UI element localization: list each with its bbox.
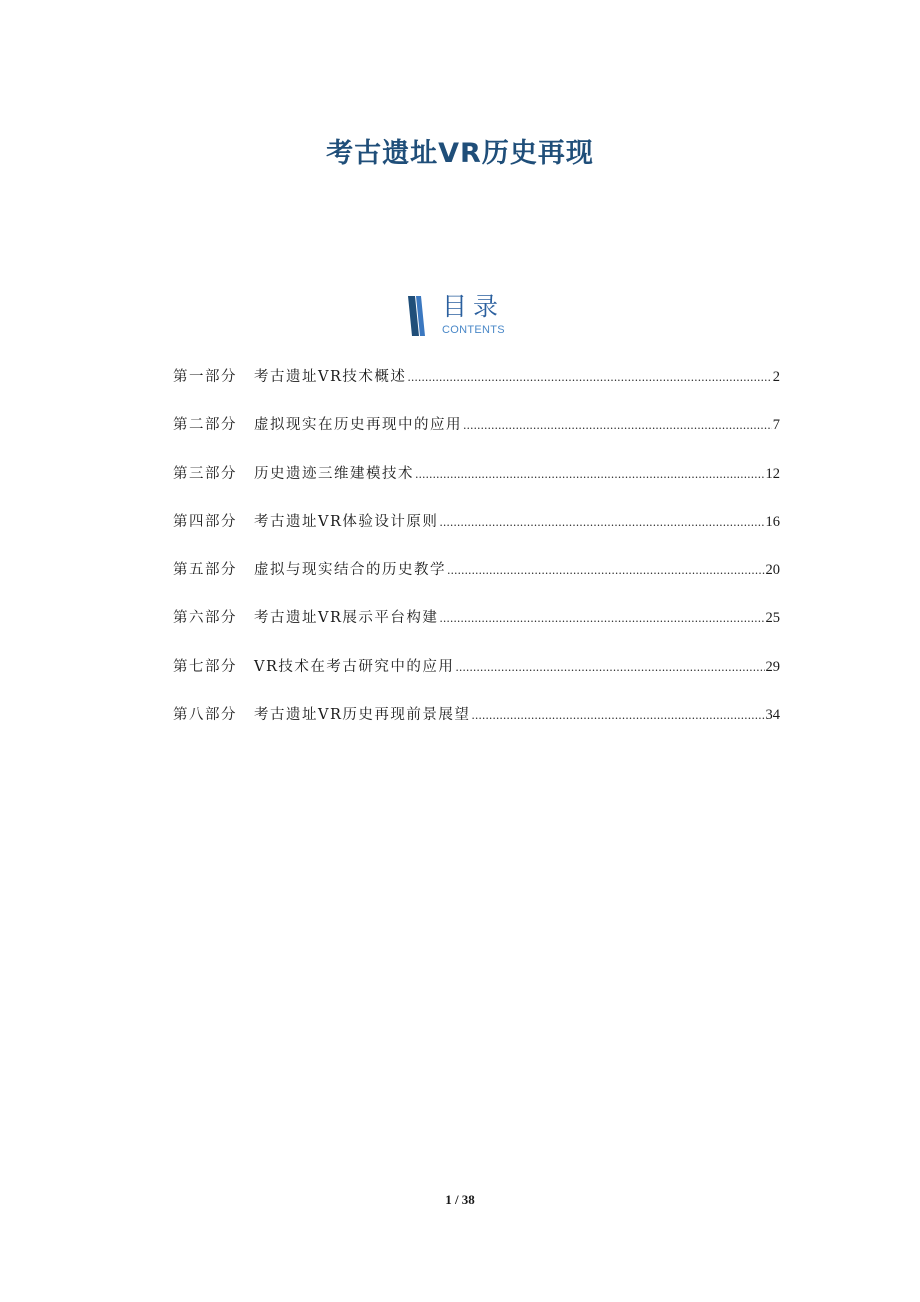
toc-entry-title: VR技术在考古研究中的应用 <box>254 658 455 675</box>
toc-entry-part: 第四部分 <box>173 513 237 530</box>
toc-entry-8[interactable] <box>173 704 780 752</box>
toc-entry-page: 12 <box>765 465 780 482</box>
toc-entry-page: 2 <box>772 369 780 385</box>
toc-header <box>406 294 526 340</box>
toc-entry-2[interactable] <box>173 414 780 462</box>
toc-dot-leader <box>439 608 764 630</box>
toc-entry-part: 第三部分 <box>173 465 237 482</box>
toc-dot-leader <box>455 657 764 679</box>
toc-entry-page: 29 <box>765 658 780 675</box>
toc-entry-page: 16 <box>765 513 780 530</box>
toc-dot-leader <box>439 512 764 534</box>
toc-entry-part: 第一部分 <box>173 369 237 385</box>
document-title: 考古遗址VR历史再现 <box>326 138 594 170</box>
toc-entry-7[interactable] <box>173 656 780 704</box>
toc-list <box>173 366 780 752</box>
toc-entry-part: 第八部分 <box>173 707 237 724</box>
toc-dot-leader <box>447 560 765 582</box>
toc-entry-title: 虚拟现实在历史再现中的应用 <box>254 417 462 434</box>
book-spine-icon <box>406 296 432 336</box>
toc-heading: 目录 <box>442 292 505 321</box>
toc-entry-page: 7 <box>772 417 780 434</box>
toc-entry-title: 虚拟与现实结合的历史教学 <box>254 562 446 579</box>
toc-entry-part: 第五部分 <box>173 562 237 579</box>
toc-entry-title: 考古遗址VR技术概述 <box>254 369 407 385</box>
toc-entry-title: 考古遗址VR历史再现前景展望 <box>254 707 471 724</box>
toc-entry-1[interactable] <box>173 366 780 414</box>
toc-subheading: CONTENTS <box>442 324 505 336</box>
toc-entry-6[interactable] <box>173 607 780 655</box>
toc-dot-leader <box>471 705 764 727</box>
toc-dot-leader <box>463 415 772 437</box>
toc-entry-title: 考古遗址VR展示平台构建 <box>254 610 439 627</box>
toc-dot-leader <box>415 464 765 486</box>
toc-entry-part: 第六部分 <box>173 610 237 627</box>
toc-entry-title: 历史遗迹三维建模技术 <box>254 465 414 482</box>
toc-entry-5[interactable] <box>173 559 780 607</box>
page-indicator: 1 / 38 <box>445 1192 475 1207</box>
toc-entry-4[interactable] <box>173 511 780 559</box>
toc-entry-page: 20 <box>765 562 780 579</box>
toc-entry-title: 考古遗址VR体验设计原则 <box>254 513 439 530</box>
toc-entry-part: 第七部分 <box>173 658 237 675</box>
toc-entry-part: 第二部分 <box>173 417 237 434</box>
toc-entry-page: 25 <box>765 610 780 627</box>
toc-entry-page: 34 <box>765 707 780 724</box>
toc-entry-3[interactable] <box>173 463 780 511</box>
toc-dot-leader <box>407 367 771 389</box>
